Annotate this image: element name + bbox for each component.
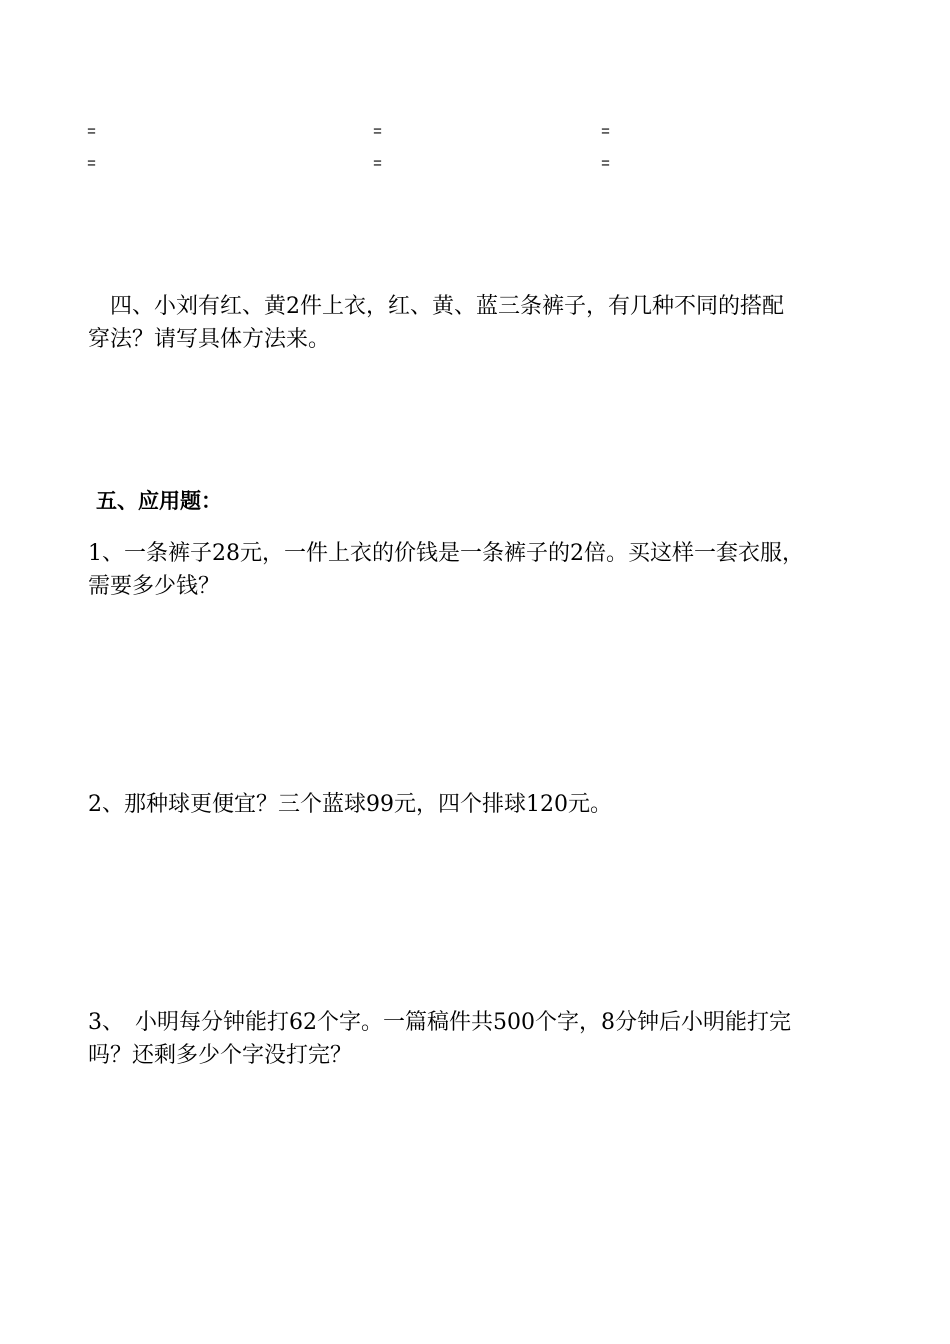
problem-1-line-1: 1、一条裤子28元，一件上衣的价钱是一条裤子的2倍。买这样一套衣服，	[88, 541, 804, 566]
problem-3-line-2: 吗？还剩多少个字没打完？	[88, 1043, 353, 1068]
section-5-heading: 五、应用题：	[96, 488, 222, 513]
section-4-question	[88, 290, 868, 356]
equals-sign: =	[373, 156, 383, 173]
problem-2-line-1: 2、那种球更便宜？三个蓝球99元，四个排球120元。	[88, 792, 612, 817]
section-4-line-1: 四、小刘有红、黄2件上衣，红、黄、蓝三条裤子，有几种不同的搭配	[88, 294, 784, 319]
equals-sign: =	[601, 156, 611, 173]
equals-sign: =	[87, 156, 97, 173]
problem-1-line-2: 需要多少钱？	[88, 574, 221, 599]
section-4-line-2: 穿法？请写具体方法来。	[88, 327, 331, 352]
equals-sign: =	[601, 124, 611, 141]
problem-2	[88, 788, 868, 821]
problem-3-line-1: 3、 小明每分钟能打62个字。一篇稿件共500个字，8分钟后小明能打完	[88, 1010, 791, 1035]
problem-3	[88, 1006, 868, 1072]
equals-sign: =	[373, 124, 383, 141]
problem-1	[88, 537, 868, 603]
equals-sign: =	[87, 124, 97, 141]
